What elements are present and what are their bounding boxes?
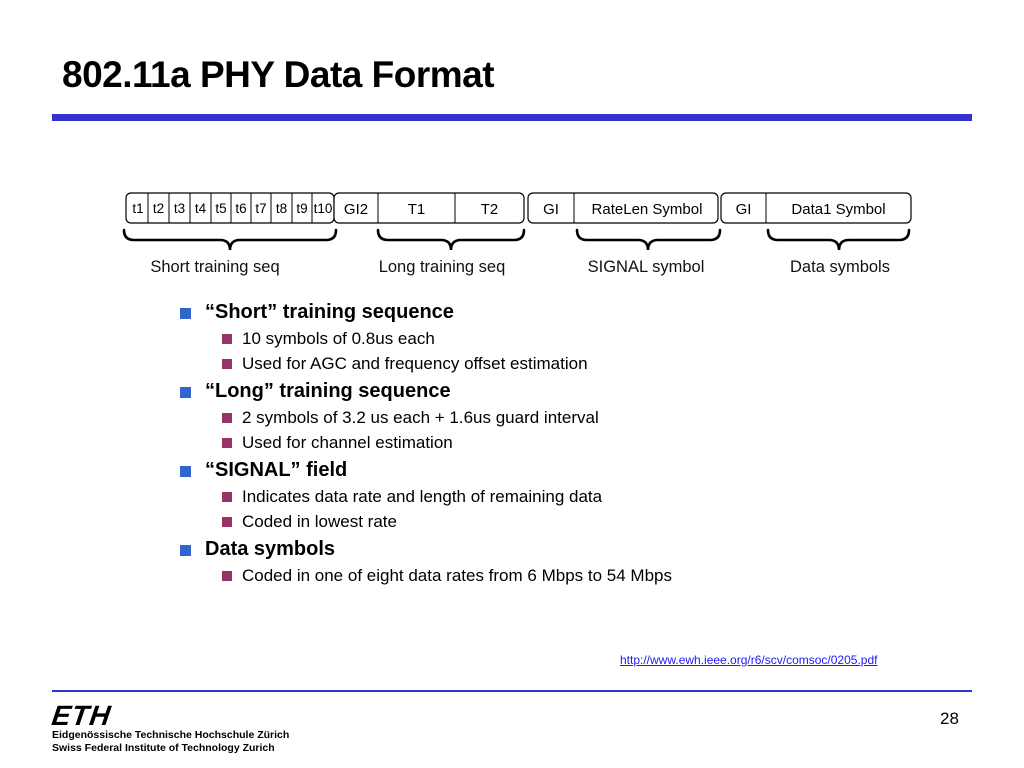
sub-bullet-text: 10 symbols of 0.8us each (242, 329, 435, 348)
long-cell-gi2: GI2 (343, 201, 369, 218)
long-cell-t1: T1 (407, 201, 426, 218)
bullet-heading: “SIGNAL” field (205, 459, 348, 481)
bullet-heading: “Short” training sequence (205, 301, 454, 323)
bullet-marker (180, 545, 191, 556)
data-symbols-label: Data symbols (790, 258, 890, 276)
eth-logo: ETH (49, 700, 114, 731)
data-cell-data1: Data1 Symbol (791, 201, 886, 218)
sub-bullet-marker (222, 438, 232, 448)
short-cell-t6: t6 (235, 201, 247, 216)
short-brace (124, 230, 336, 250)
sub-bullet-marker (222, 334, 232, 344)
footer-divider (52, 690, 972, 692)
short-cell-t10: t10 (313, 201, 333, 216)
bullet-marker (180, 466, 191, 477)
sub-bullet-text: Used for channel estimation (242, 433, 453, 452)
short-cell-t7: t7 (255, 201, 267, 216)
data-cell-gi: GI (735, 201, 752, 218)
bullet-marker (180, 387, 191, 398)
signal-brace (577, 230, 720, 250)
signal-cell-ratelen: RateLen Symbol (591, 201, 703, 218)
sub-bullet-marker (222, 413, 232, 423)
short-cell-t2: t2 (152, 201, 165, 216)
sub-bullet-marker (222, 492, 232, 502)
slide-title: 802.11a PHY Data Format (62, 54, 495, 95)
institution-name-de: Eidgenössische Technische Hochschule Zürich (52, 729, 290, 741)
source-link[interactable]: http://www.ewh.ieee.org/r6/scv/comsoc/0205.pdf (620, 653, 878, 667)
long-training-label: Long training seq (378, 258, 506, 276)
short-training-label: Short training seq (150, 258, 280, 276)
sub-bullet-text: Indicates data rate and length of remaining data (242, 487, 603, 506)
bullet-marker (180, 308, 191, 319)
short-cell-t9: t9 (296, 201, 308, 216)
signal-symbol-label: SIGNAL symbol (587, 258, 705, 276)
frame-format-diagram (0, 0, 1024, 300)
sub-bullet-text: 2 symbols of 3.2 us each + 1.6us guard interval (242, 408, 599, 427)
sub-bullet-text: Coded in one of eight data rates from 6 Mbps to 54 Mbps (242, 566, 672, 585)
short-cell-t3: t3 (173, 201, 186, 216)
sub-bullet-marker (222, 571, 232, 581)
signal-cell-gi: GI (543, 201, 559, 218)
sub-bullet-text: Used for AGC and frequency offset estimation (242, 354, 588, 373)
long-cell-t2: T2 (480, 201, 499, 218)
short-cell-t8: t8 (275, 201, 288, 216)
long-brace (378, 230, 524, 250)
short-cell-t1: t1 (132, 201, 144, 216)
sub-bullet-marker (222, 359, 232, 369)
sub-bullet-marker (222, 517, 232, 527)
bullet-heading: “Long” training sequence (205, 380, 451, 402)
institution-name-en: Swiss Federal Institute of Technology Zurich (52, 742, 275, 754)
short-cell-t5: t5 (215, 201, 227, 216)
bullet-heading: Data symbols (205, 538, 336, 560)
short-cell-t4: t4 (194, 201, 207, 216)
data-brace (768, 230, 909, 250)
page-number: 28 (940, 709, 959, 728)
sub-bullet-text: Coded in lowest rate (242, 512, 397, 531)
